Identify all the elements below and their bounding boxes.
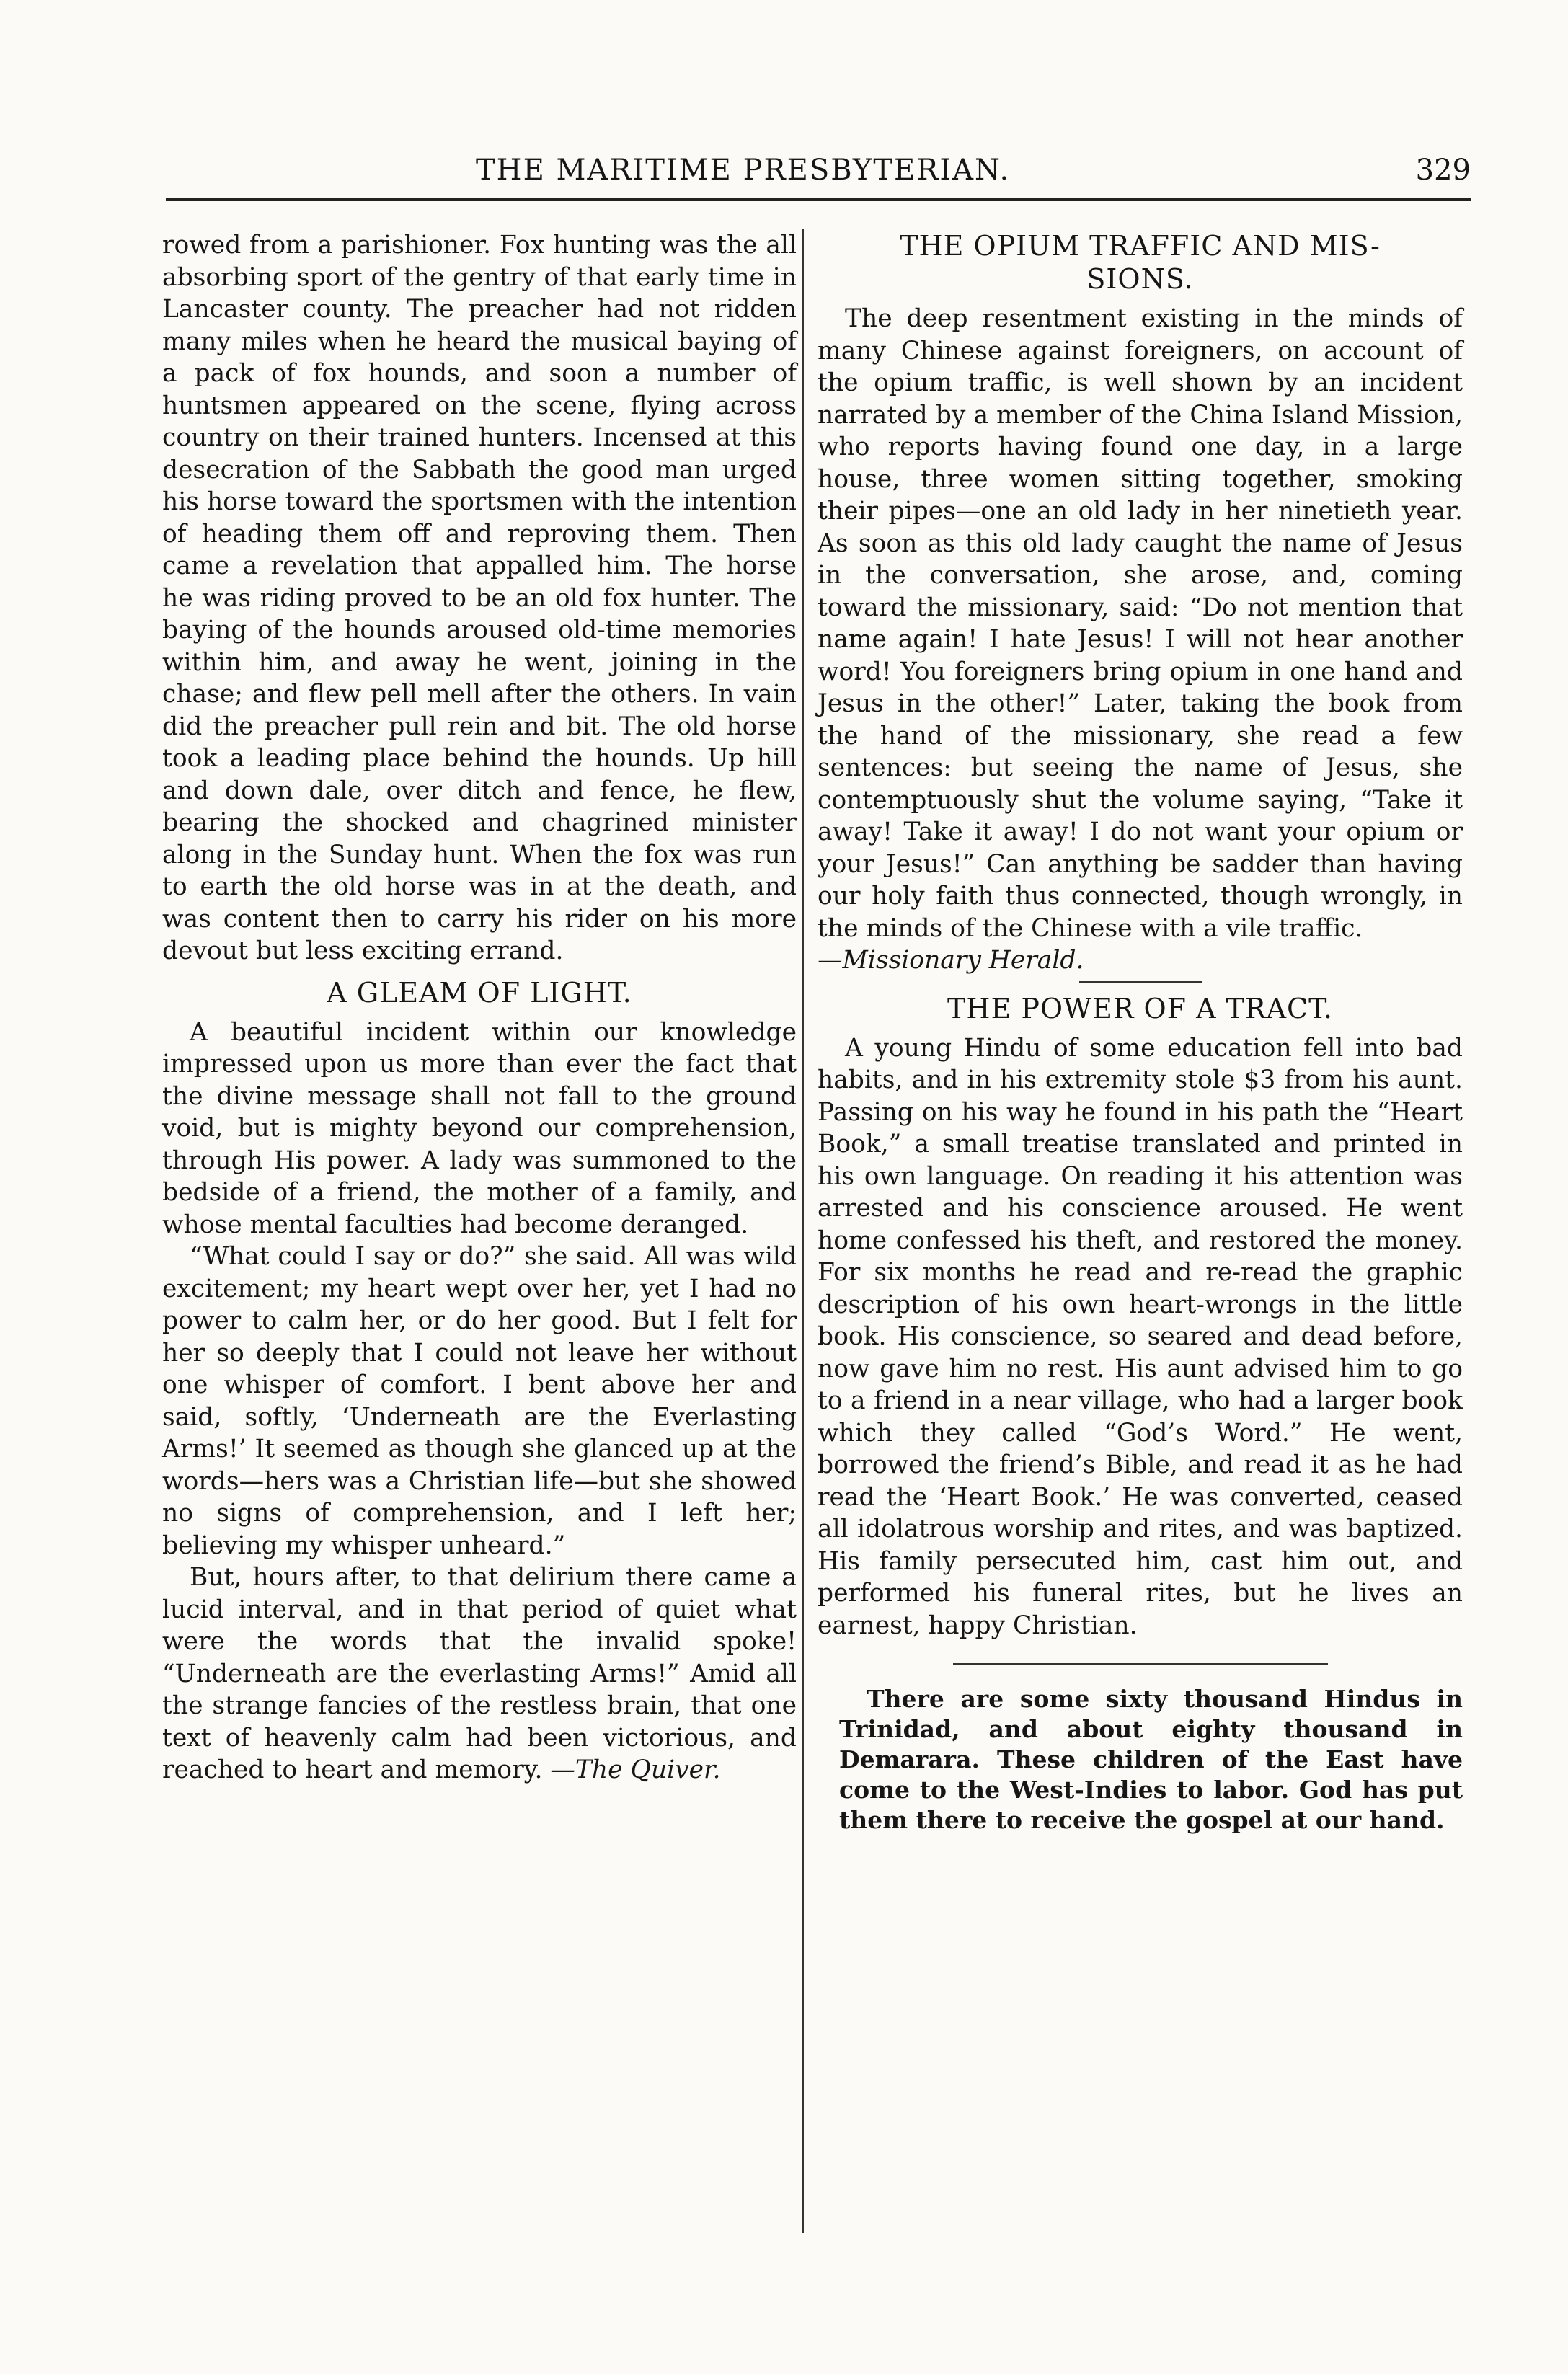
right-column: [818, 229, 1463, 1835]
left-column: [162, 229, 797, 1786]
article-paragraph: “What could I say or do?” she said. All was wild excitement; my heart wept over her, yet I had no power to calm her, or do her good. But I felt for her so deeply that I could not leave her without one whisper of comfort. I bent above her and said, softly, ‘Underneath are the Everlasting Arms!’ It seemed as though she glanced up at the words—hers was a Christian life—but she showed no signs of comprehension, and I left her; believing my whisper unheard.”: [162, 1242, 797, 1560]
article-paragraph-text: But, hours after, to that delirium there came a lucid interval, and in that period of quiet what were the words that the invalid spoke! “Underneath are the everlasting Arms!” Amid all the strange fancies of the restless brain, that one text of heavenly calm had been victorious, and reached to heart and memory.: [162, 1563, 797, 1784]
attribution-rule: [1079, 981, 1202, 983]
article-paragraph: A beautiful incident within our knowledge impressed upon us more than ever the fact that the divine message shall not fall to the ground void, but is mighty beyond our comprehension, through His power. A lady was summoned to the bedside of a friend, the mother of a family, and whose mental faculties had become deranged.: [162, 1017, 797, 1239]
article-paragraph: A young Hindu of some education fell into bad habits, and in his extremity stole $3 from his aunt. Passing on his way he found in his path the “Heart Book,” a small treatise translated and printed in his own language. On reading it his attention was arrested and his conscience aroused. He went home confessed his theft, and restored the money. For six months he read and re-read the graphic description of his own heart-wrongs in the little book. His conscience, so seared and dead before, now gave him no rest. His aunt advised him to go to a friend in a near village, who had a larger book which they called “God’s Word.” He went, borrowed the friend’s Bible, and read it as he had read the ‘Heart Book.’ He was converted, ceased all idolatrous worship and rites, and was baptized. His family persecuted him, cast him out, and performed his funeral rites, but he lives an earnest, happy Christian.: [818, 1033, 1463, 1640]
article-title-power-of-a-tract: THE POWER OF A TRACT.: [947, 992, 1333, 1024]
section-divider: [953, 1663, 1328, 1665]
article-paragraph: The deep resentment existing in the minds of many Chinese against foreigners, on account of the opium traffic, is well shown by an incident narrated by a member of the China Island Mission, who reports having found one day, in a large house, three women sitting together, smoking their pipes—one an old lady in her ninetieth year. As soon as this old lady caught the name of Jesus in the conversation, she arose, and, coming toward the missionary, said: “Do not mention that name again! I hate Jesus! I will not hear another word! You foreigners bring opium in one hand and Jesus in the other!” Later, taking the book from the hand of the missionary, she read a few sentences: but seeing the name of Jesus, she contemptuously shut the volume saying, “Take it away! Take it away! I do not want your opium or your Jesus!” Can anything be sadder than having our holy faith thus connected, though wrongly, in the minds of the Chinese with a vile traffic.: [818, 304, 1463, 943]
closing-note-text: There are some sixty thousand Hindus in Trinidad, and about eighty thousand in Demarara. These children of the East have come to the West-Indies to labor. God has put them there to receive the gospel at our hand.: [839, 1685, 1463, 1834]
continuation-paragraph: rowed from a parishioner. Fox hunting was the all absorbing sport of the gentry of that early time in Lancaster county. The preacher had not ridden many miles when he heard the musical baying of a pack of fox hounds, and soon a number of huntsmen appeared on the scene, flying across country on their trained hunters. Incensed at this desecration of the Sabbath the good man urged his horse toward the sportsmen with the intention of heading them off and reproving them. Then came a revelation that appalled him. The horse he was riding proved to be an old fox hunter. The baying of the hounds aroused old-time memories within him, and away he went, joining in the chase; and flew pell mell after the others. In vain did the preacher pull rein and bit. The old horse took a leading place behind the hounds. Up hill and down dale, over ditch and fence, he flew, bearing the shocked and chagrined minister along in the Sunday hunt. When the fox was run to earth the old horse was in at the death, and was content then to carry his rider on his more devout but less exciting errand.: [162, 231, 797, 965]
running-title: THE MARITIME PRESBYTERIAN.: [476, 154, 1011, 187]
article-title-line: SIONS.: [1086, 263, 1194, 295]
column-divider: [802, 229, 804, 2233]
article-paragraph: [162, 1562, 797, 1786]
closing-note: [818, 1684, 1463, 1835]
page-header: [166, 148, 1471, 201]
article-title-line: THE OPIUM TRAFFIC AND MIS-: [900, 230, 1381, 262]
page-number: 329: [1415, 154, 1471, 187]
article-attribution: —The Quiver.: [550, 1755, 721, 1784]
article-title-opium-traffic: [818, 229, 1463, 296]
article-title-gleam-of-light: A GLEAM OF LIGHT.: [327, 976, 632, 1009]
article-attribution: —Missionary Herald.: [818, 946, 1084, 975]
